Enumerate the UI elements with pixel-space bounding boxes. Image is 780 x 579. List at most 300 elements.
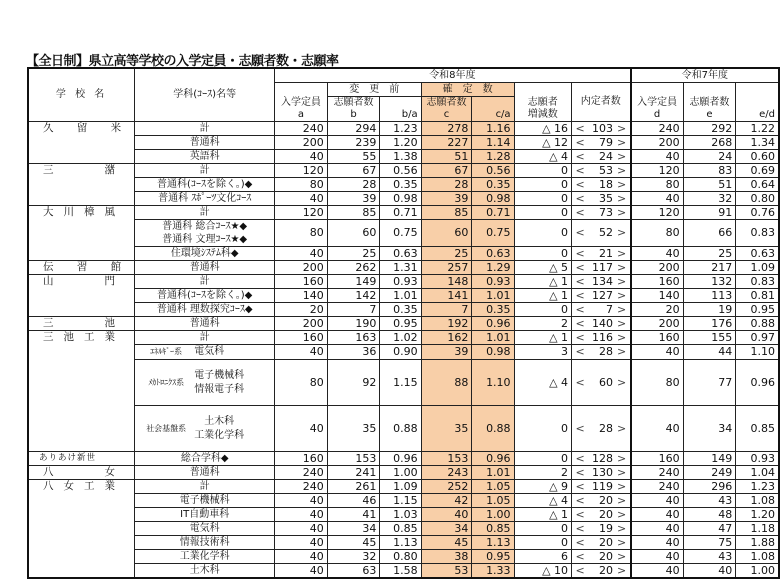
- naitei-cell: [572, 494, 631, 508]
- applicants-c: 278: [421, 122, 472, 136]
- naitei-count: 24: [599, 149, 614, 163]
- applicants-c: 39: [421, 192, 472, 206]
- dept-group: 社会基盤系: [146, 423, 187, 433]
- naitei-cell: [572, 522, 631, 536]
- applicants-e: 249: [683, 466, 736, 480]
- dept-name: 電気科: [135, 522, 275, 536]
- table-body: [28, 122, 779, 579]
- applicants-c: 60: [421, 220, 472, 247]
- capacity-a: 240: [275, 122, 328, 136]
- dept-cell: [135, 360, 275, 406]
- header-school: 学 校 名: [28, 68, 135, 122]
- header-c: [421, 97, 472, 122]
- naitei-count: 7: [606, 302, 614, 316]
- ratio-ca: 1.13: [472, 536, 514, 550]
- naitei-cell: [572, 122, 631, 136]
- school-name: 大川樟風: [28, 206, 135, 261]
- capacity-a: 40: [275, 494, 328, 508]
- capacity-d: 40: [631, 494, 684, 508]
- applicants-b: 25: [327, 247, 380, 261]
- dept-name-2: 工業化学科: [194, 429, 245, 441]
- gt-bracket: >: [616, 535, 627, 549]
- naitei-count: 103: [592, 121, 614, 135]
- ratio-ba: 0.80: [380, 550, 421, 564]
- capacity-d: 200: [631, 136, 684, 150]
- capacity-a: 80: [275, 178, 328, 192]
- applicants-c: 35: [421, 406, 472, 452]
- capacity-d: 80: [631, 178, 684, 192]
- gt-bracket: >: [616, 149, 627, 163]
- capacity-a: 200: [275, 261, 328, 275]
- lt-bracket: <: [575, 163, 585, 177]
- header-d-key: d: [653, 109, 661, 120]
- naitei-cell: [572, 550, 631, 564]
- capacity-a: 240: [275, 466, 328, 480]
- header-e: [683, 83, 736, 122]
- applicants-b: 149: [327, 275, 380, 289]
- table-row: [28, 466, 779, 480]
- capacity-d: 240: [631, 122, 684, 136]
- applicant-diff: △ 4: [514, 494, 571, 508]
- applicant-diff: 0: [514, 303, 571, 317]
- dept-name: 土木科: [204, 415, 235, 427]
- ratio-ed: 0.97: [736, 331, 779, 345]
- ratio-ba: 0.75: [380, 220, 421, 247]
- header-zougen-1: 志願者: [527, 97, 558, 108]
- school-name: 八 女: [28, 466, 135, 480]
- applicants-c: 252: [421, 480, 472, 494]
- header-ed: e/d: [736, 83, 779, 122]
- ratio-ba: 0.85: [380, 522, 421, 536]
- applicants-c: 192: [421, 317, 472, 331]
- naitei-cell: [572, 261, 631, 275]
- applicants-c: 39: [421, 345, 472, 360]
- dept-name: 英語科: [135, 150, 275, 164]
- applicants-c: 51: [421, 150, 472, 164]
- gt-bracket: >: [616, 375, 627, 389]
- ratio-ca: 0.71: [472, 206, 514, 220]
- applicants-b: 41: [327, 508, 380, 522]
- gt-bracket: >: [616, 288, 627, 302]
- capacity-d: 40: [631, 150, 684, 164]
- lt-bracket: <: [575, 316, 585, 330]
- applicants-c: 243: [421, 466, 472, 480]
- gt-bracket: >: [616, 507, 627, 521]
- ratio-ca: 1.10: [472, 360, 514, 406]
- dept-name: 普通科(ｺｰｽを除く。)◆: [135, 178, 275, 192]
- applicant-diff: △ 1: [514, 275, 571, 289]
- gt-bracket: >: [616, 521, 627, 535]
- naitei-cell: [572, 206, 631, 220]
- capacity-d: 140: [631, 289, 684, 303]
- dept-name: 計: [135, 122, 275, 136]
- gt-bracket: >: [616, 205, 627, 219]
- capacity-a: 40: [275, 192, 328, 206]
- ratio-ed: 0.83: [736, 275, 779, 289]
- ratio-ca: 1.05: [472, 494, 514, 508]
- ratio-ba: 0.95: [380, 317, 421, 331]
- applicants-c: 34: [421, 522, 472, 536]
- table-row: [28, 564, 779, 579]
- applicants-e: 66: [683, 220, 736, 247]
- applicant-diff: 0: [514, 536, 571, 550]
- dept-name: 計: [135, 331, 275, 345]
- capacity-a: 40: [275, 247, 328, 261]
- applicants-b: 28: [327, 178, 380, 192]
- table-row: [28, 494, 779, 508]
- ratio-ca: 1.16: [472, 122, 514, 136]
- lt-bracket: <: [575, 288, 585, 302]
- capacity-d: 40: [631, 508, 684, 522]
- applicants-b: 261: [327, 480, 380, 494]
- dept-name: 計: [135, 206, 275, 220]
- ratio-ed: 0.69: [736, 164, 779, 178]
- applicants-e: 40: [683, 564, 736, 579]
- naitei-count: 79: [599, 135, 614, 149]
- capacity-d: 40: [631, 536, 684, 550]
- lt-bracket: <: [575, 121, 585, 135]
- lt-bracket: <: [575, 226, 585, 239]
- dept-name-2: 普通科 文理ｺｰｽ★◆: [162, 234, 248, 245]
- applicants-c: 257: [421, 261, 472, 275]
- table-row: [28, 220, 779, 247]
- naitei-cell: [572, 220, 631, 247]
- header-a-key: a: [297, 109, 305, 120]
- table-row: [28, 452, 779, 466]
- applicants-c: 153: [421, 452, 472, 466]
- school-name: ありあけ新世: [28, 452, 135, 466]
- applicants-c: 40: [421, 508, 472, 522]
- naitei-count: 60: [599, 375, 614, 389]
- applicant-diff: 0: [514, 522, 571, 536]
- naitei-count: 20: [599, 549, 614, 563]
- lt-bracket: <: [575, 274, 585, 288]
- ratio-ba: 0.88: [380, 406, 421, 452]
- naitei-cell: [572, 331, 631, 345]
- applicants-e: 77: [683, 360, 736, 406]
- capacity-d: 240: [631, 466, 684, 480]
- dept-name: 普通科: [135, 466, 275, 480]
- header-e-label: 志願者数: [689, 97, 730, 108]
- ratio-ed: 0.76: [736, 206, 779, 220]
- naitei-cell: [572, 192, 631, 206]
- table-row: [28, 317, 779, 331]
- ratio-ba: 0.98: [380, 192, 421, 206]
- applicants-b: 7: [327, 303, 380, 317]
- ratio-ca: 0.95: [472, 550, 514, 564]
- capacity-d: 240: [631, 480, 684, 494]
- dept-name: 普通科(ｺｰｽを除く。)◆: [135, 289, 275, 303]
- applicant-diff: 2: [514, 466, 571, 480]
- dept-name: 計: [135, 275, 275, 289]
- table-row: [28, 122, 779, 136]
- school-name: 伝 習 館: [28, 261, 135, 275]
- capacity-a: 160: [275, 275, 328, 289]
- lt-bracket: <: [575, 191, 585, 205]
- ratio-ca: 0.93: [472, 275, 514, 289]
- school-name: 三池工業: [28, 331, 135, 452]
- applicants-c: 7: [421, 303, 472, 317]
- ratio-ed: 1.00: [736, 564, 779, 579]
- applicants-b: 45: [327, 536, 380, 550]
- page-title: 【全日制】県立高等学校の入学定員・志願者数・志願率: [26, 54, 339, 69]
- ratio-ca: 0.75: [472, 220, 514, 247]
- naitei-count: 20: [599, 535, 614, 549]
- applicants-e: 25: [683, 247, 736, 261]
- lt-bracket: <: [575, 302, 585, 316]
- gt-bracket: >: [616, 549, 627, 563]
- applicant-diff: △ 16: [514, 122, 571, 136]
- naitei-cell: [572, 275, 631, 289]
- dept-name: 普通科 理数探究ｺｰｽ◆: [135, 303, 275, 317]
- ratio-ba: 0.35: [380, 303, 421, 317]
- capacity-d: 160: [631, 452, 684, 466]
- capacity-a: 40: [275, 345, 328, 360]
- capacity-a: 140: [275, 289, 328, 303]
- ratio-ed: 1.18: [736, 522, 779, 536]
- capacity-a: 40: [275, 564, 328, 579]
- applicants-e: 24: [683, 150, 736, 164]
- ratio-ca: 0.85: [472, 522, 514, 536]
- dept-name: IT自動車科: [135, 508, 275, 522]
- naitei-count: 20: [599, 563, 614, 577]
- applicant-diff: △ 5: [514, 261, 571, 275]
- naitei-count: 18: [599, 177, 614, 191]
- ratio-ed: 0.95: [736, 303, 779, 317]
- applicants-b: 67: [327, 164, 380, 178]
- table-row: [28, 136, 779, 150]
- applicant-diff: 0: [514, 206, 571, 220]
- applicants-c: 85: [421, 206, 472, 220]
- header-henkou-mae: 変 更 前: [327, 83, 421, 97]
- header-naitei: 内定者数: [572, 83, 631, 122]
- dept-name: 総合学科◆: [135, 452, 275, 466]
- applicants-b: 36: [327, 345, 380, 360]
- dept-name: 電気科: [194, 346, 225, 357]
- table-row: [28, 164, 779, 178]
- applicants-e: 132: [683, 275, 736, 289]
- ratio-ed: 0.80: [736, 192, 779, 206]
- ratio-ed: 1.04: [736, 466, 779, 480]
- header-c-label: 志願者数: [426, 97, 467, 108]
- applicants-c: 38: [421, 550, 472, 564]
- table-row: [28, 406, 779, 452]
- applicants-e: 292: [683, 122, 736, 136]
- dept-group: ﾒｶﾄﾛﾆｸｽ系: [148, 377, 185, 387]
- ratio-ca: 1.33: [472, 564, 514, 579]
- applicants-e: 43: [683, 550, 736, 564]
- ratio-ca: 0.98: [472, 192, 514, 206]
- lt-bracket: <: [575, 205, 585, 219]
- capacity-a: 160: [275, 452, 328, 466]
- ratio-ca: 0.96: [472, 317, 514, 331]
- table-row: [28, 536, 779, 550]
- ratio-ed: 0.60: [736, 150, 779, 164]
- applicants-e: 176: [683, 317, 736, 331]
- applicants-b: 46: [327, 494, 380, 508]
- ratio-ba: 1.01: [380, 289, 421, 303]
- ratio-ed: 1.10: [736, 345, 779, 360]
- capacity-d: 40: [631, 550, 684, 564]
- ratio-ed: 1.08: [736, 494, 779, 508]
- ratio-ba: 1.03: [380, 508, 421, 522]
- applicants-e: 19: [683, 303, 736, 317]
- applicants-c: 162: [421, 331, 472, 345]
- naitei-count: 119: [592, 479, 614, 493]
- capacity-d: 200: [631, 261, 684, 275]
- ratio-ca: 1.01: [472, 466, 514, 480]
- naitei-count: 21: [599, 246, 614, 260]
- naitei-count: 134: [592, 274, 614, 288]
- gt-bracket: >: [616, 493, 627, 507]
- ratio-ed: 0.93: [736, 452, 779, 466]
- ratio-ca: 0.88: [472, 406, 514, 452]
- header-r8: 令和8年度: [275, 68, 631, 83]
- table-row: [28, 206, 779, 220]
- ratio-ba: 1.15: [380, 360, 421, 406]
- gt-bracket: >: [616, 330, 627, 344]
- applicants-c: 42: [421, 494, 472, 508]
- applicants-b: 92: [327, 360, 380, 406]
- table-row: [28, 289, 779, 303]
- naitei-cell: [572, 317, 631, 331]
- applicants-c: 148: [421, 275, 472, 289]
- lt-bracket: <: [575, 421, 585, 435]
- gt-bracket: >: [616, 316, 627, 330]
- applicant-diff: 0: [514, 406, 571, 452]
- capacity-a: 240: [275, 480, 328, 494]
- ratio-ed: 1.23: [736, 480, 779, 494]
- applicants-b: 241: [327, 466, 380, 480]
- applicant-diff: 6: [514, 550, 571, 564]
- ratio-ba: 0.71: [380, 206, 421, 220]
- applicants-e: 75: [683, 536, 736, 550]
- table-row: [28, 178, 779, 192]
- dept-name: 計: [135, 164, 275, 178]
- table-row: [28, 480, 779, 494]
- table-row: [28, 360, 779, 406]
- naitei-cell: [572, 360, 631, 406]
- capacity-d: 160: [631, 275, 684, 289]
- capacity-d: 20: [631, 303, 684, 317]
- applicants-b: 39: [327, 192, 380, 206]
- dept-name: 工業化学科: [135, 550, 275, 564]
- ratio-ca: 0.35: [472, 178, 514, 192]
- applicant-diff: 0: [514, 220, 571, 247]
- table-row: [28, 192, 779, 206]
- lt-bracket: <: [575, 330, 585, 344]
- capacity-a: 160: [275, 331, 328, 345]
- naitei-count: 73: [599, 205, 614, 219]
- ratio-ca: 1.01: [472, 331, 514, 345]
- school-name: 久 留 米: [28, 122, 135, 164]
- applicant-diff: △ 1: [514, 508, 571, 522]
- applicants-e: 43: [683, 494, 736, 508]
- applicants-b: 163: [327, 331, 380, 345]
- applicants-e: 48: [683, 508, 736, 522]
- naitei-cell: [572, 508, 631, 522]
- ratio-ba: 1.20: [380, 136, 421, 150]
- header-a: [275, 83, 328, 122]
- dept-name: 情報技術科: [135, 536, 275, 550]
- applicants-e: 51: [683, 178, 736, 192]
- table-row: [28, 345, 779, 360]
- naitei-count: 140: [592, 316, 614, 330]
- applicants-e: 83: [683, 164, 736, 178]
- dept-name: 住環境ｼｽﾃﾑ科◆: [135, 247, 275, 261]
- naitei-count: 130: [592, 465, 614, 479]
- naitei-count: 35: [599, 191, 614, 205]
- applicant-diff: △ 1: [514, 289, 571, 303]
- dept-name: 普通科 総合ｺｰｽ★◆: [162, 221, 248, 232]
- dept-name-2: 情報電子科: [194, 383, 245, 395]
- lt-bracket: <: [575, 375, 585, 389]
- naitei-count: 116: [592, 330, 614, 344]
- naitei-cell: [572, 345, 631, 360]
- lt-bracket: <: [575, 451, 585, 465]
- naitei-cell: [572, 564, 631, 579]
- gt-bracket: >: [616, 274, 627, 288]
- applicants-e: 296: [683, 480, 736, 494]
- ratio-ba: 0.90: [380, 345, 421, 360]
- table-row: [28, 150, 779, 164]
- ratio-ed: 1.22: [736, 122, 779, 136]
- table-row: [28, 261, 779, 275]
- ratio-ed: 0.63: [736, 247, 779, 261]
- naitei-count: 19: [599, 521, 614, 535]
- capacity-d: 120: [631, 206, 684, 220]
- applicant-diff: △ 12: [514, 136, 571, 150]
- naitei-count: 53: [599, 163, 614, 177]
- applicants-c: 28: [421, 178, 472, 192]
- lt-bracket: <: [575, 246, 585, 260]
- applicant-diff: △ 4: [514, 150, 571, 164]
- capacity-d: 40: [631, 345, 684, 360]
- applicants-c: 53: [421, 564, 472, 579]
- naitei-cell: [572, 150, 631, 164]
- naitei-cell: [572, 466, 631, 480]
- naitei-cell: [572, 480, 631, 494]
- header-zougen: [514, 83, 571, 122]
- capacity-d: 40: [631, 406, 684, 452]
- ratio-ed: 1.20: [736, 508, 779, 522]
- capacity-a: 80: [275, 220, 328, 247]
- applicant-diff: 0: [514, 192, 571, 206]
- gt-bracket: >: [616, 563, 627, 577]
- applicants-b: 153: [327, 452, 380, 466]
- ratio-ed: 1.09: [736, 261, 779, 275]
- ratio-ca: 1.00: [472, 508, 514, 522]
- applicant-diff: △ 4: [514, 360, 571, 406]
- lt-bracket: <: [575, 479, 585, 493]
- applicant-diff: 0: [514, 164, 571, 178]
- capacity-d: 40: [631, 247, 684, 261]
- gt-bracket: >: [616, 345, 627, 358]
- table-row: [28, 247, 779, 261]
- header-a-label: 入学定員: [280, 97, 321, 108]
- ratio-ba: 0.63: [380, 247, 421, 261]
- applicant-diff: 0: [514, 178, 571, 192]
- capacity-a: 40: [275, 150, 328, 164]
- applicants-b: 85: [327, 206, 380, 220]
- capacity-d: 120: [631, 164, 684, 178]
- applicants-b: 55: [327, 150, 380, 164]
- ratio-ca: 1.05: [472, 480, 514, 494]
- admissions-table: [27, 67, 780, 579]
- ratio-ca: 1.29: [472, 261, 514, 275]
- applicants-c: 227: [421, 136, 472, 150]
- lt-bracket: <: [575, 177, 585, 191]
